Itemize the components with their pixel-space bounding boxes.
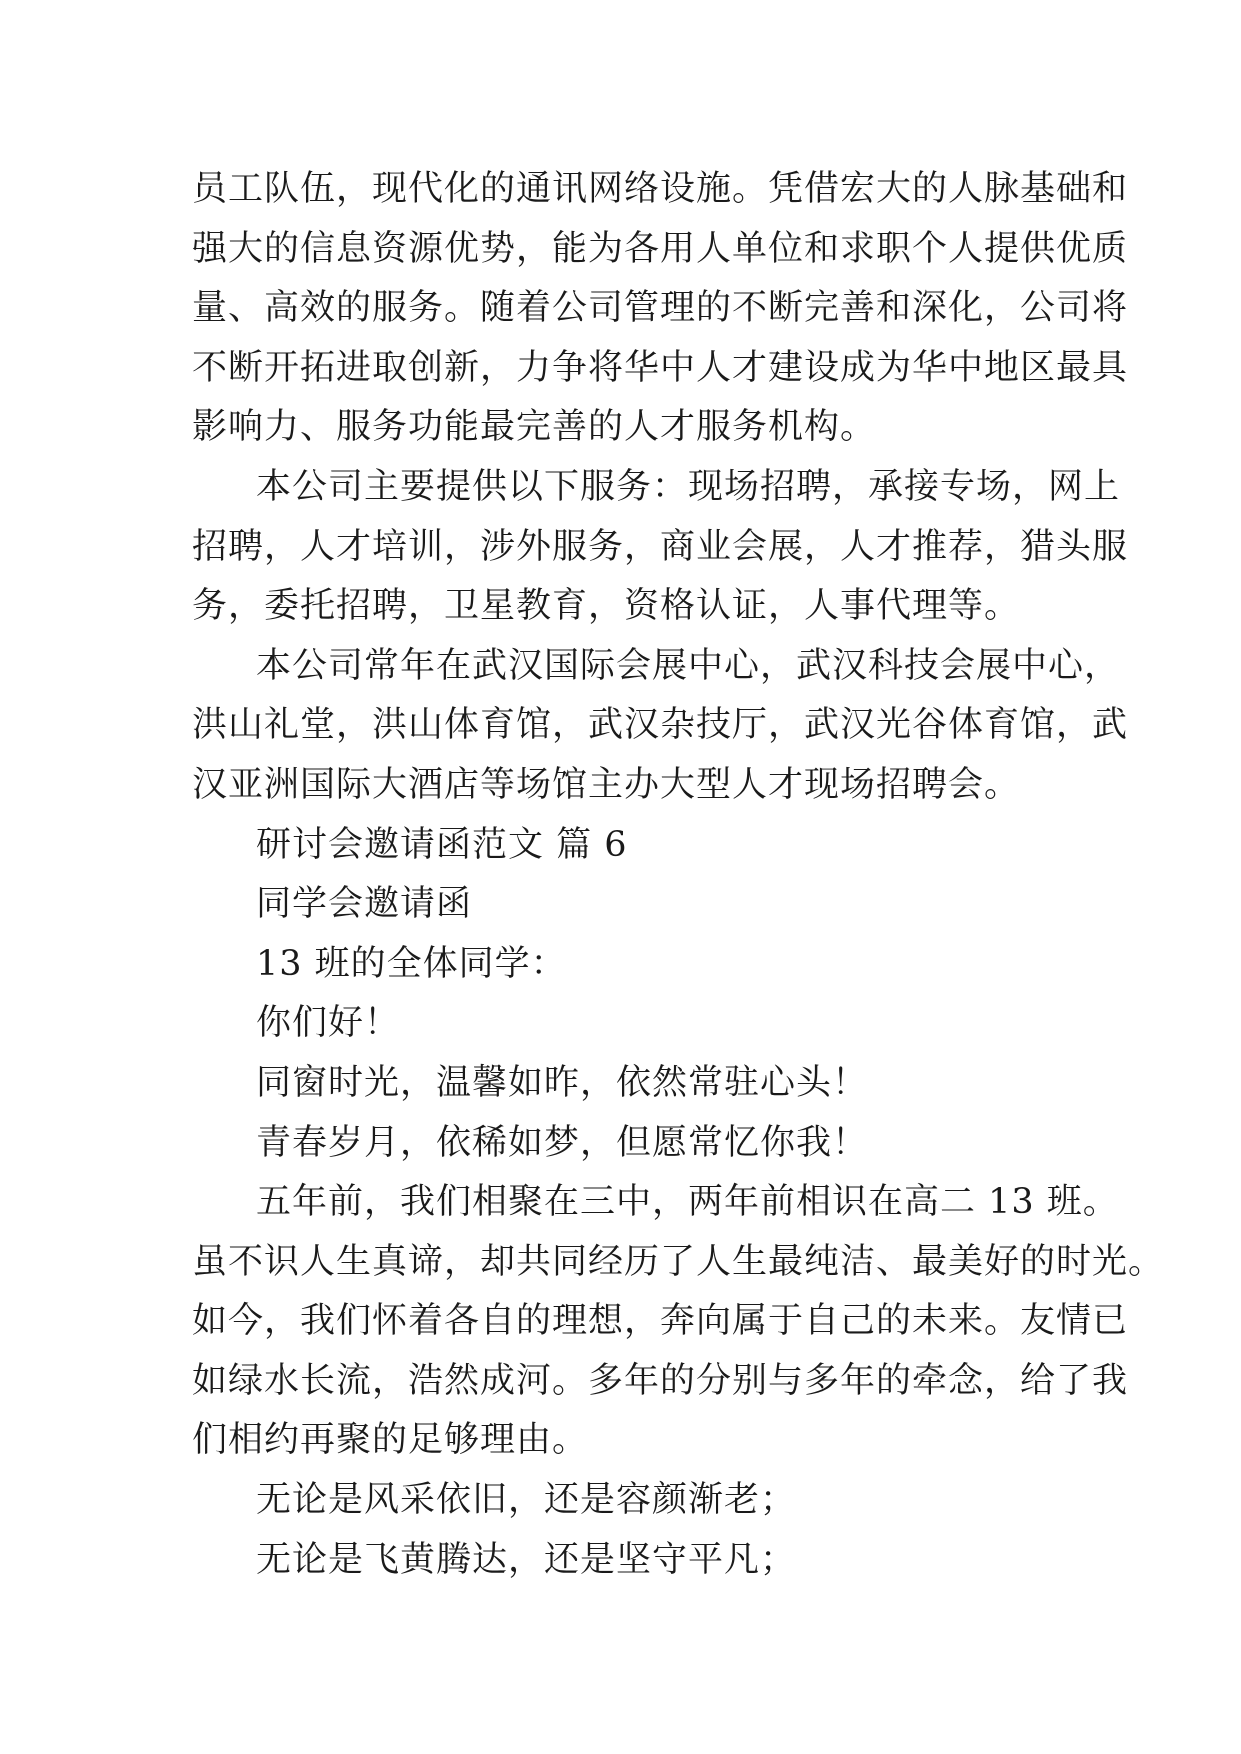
text-line: 汉亚洲国际大酒店等场馆主办大型人才现场招聘会。 bbox=[192, 764, 1021, 805]
letter-title: 同学会邀请函 bbox=[256, 884, 473, 925]
text-line: 虽不识人生真谛，却共同经历了人生最纯洁、最美好的时光。 bbox=[192, 1241, 1165, 1282]
text-line: 员工队伍，现代化的通讯网络设施。凭借宏大的人脉基础和 bbox=[192, 169, 1129, 209]
text-line: 招聘，人才培训，涉外服务，商业会展，人才推荐，猎头服 bbox=[192, 526, 1129, 567]
text-line: 如今，我们怀着各自的理想，奔向属于自己的未来。友情已 bbox=[192, 1301, 1129, 1342]
text-line: 务，委托招聘，卫星教育，资格认证，人事代理等。 bbox=[192, 586, 1021, 627]
text-line: 无论是风采依旧，还是容颜渐老； bbox=[256, 1480, 797, 1521]
text-line: 量、高效的服务。随着公司管理的不断完善和深化，公司将 bbox=[192, 288, 1129, 329]
text-line: 本公司主要提供以下服务：现场招聘，承接专场，网上 bbox=[256, 466, 1121, 507]
text-line: 们相约再聚的足够理由。 bbox=[192, 1420, 589, 1461]
document-body bbox=[192, 160, 1165, 1590]
text-line: 强大的信息资源优势，能为各用人单位和求职个人提供优质 bbox=[192, 228, 1129, 269]
text-line: 如绿水长流，浩然成河。多年的分别与多年的牵念，给了我 bbox=[192, 1360, 1129, 1401]
text-line: 洪山礼堂，洪山体育馆，武汉杂技厅，武汉光谷体育馆，武 bbox=[192, 705, 1129, 746]
text-line: 影响力、服务功能最完善的人才服务机构。 bbox=[192, 407, 877, 448]
text-line: 青春岁月，依稀如梦，但愿常忆你我！ bbox=[256, 1122, 869, 1163]
text-line: 五年前，我们相聚在三中，两年前相识在高二 13 班。 bbox=[256, 1182, 1119, 1223]
greeting: 你们好！ bbox=[256, 1003, 401, 1044]
text-line: 不断开拓进取创新，力争将华中人才建设成为华中地区最具 bbox=[192, 347, 1129, 388]
salutation: 13 班的全体同学： bbox=[256, 943, 567, 984]
text-line: 本公司常年在武汉国际会展中心，武汉科技会展中心， bbox=[256, 645, 1121, 686]
text-line: 同窗时光，温馨如昨，依然常驻心头！ bbox=[256, 1062, 869, 1103]
section-heading: 研讨会邀请函范文 篇 6 bbox=[256, 824, 628, 865]
text-line: 无论是飞黄腾达，还是坚守平凡； bbox=[256, 1539, 797, 1580]
